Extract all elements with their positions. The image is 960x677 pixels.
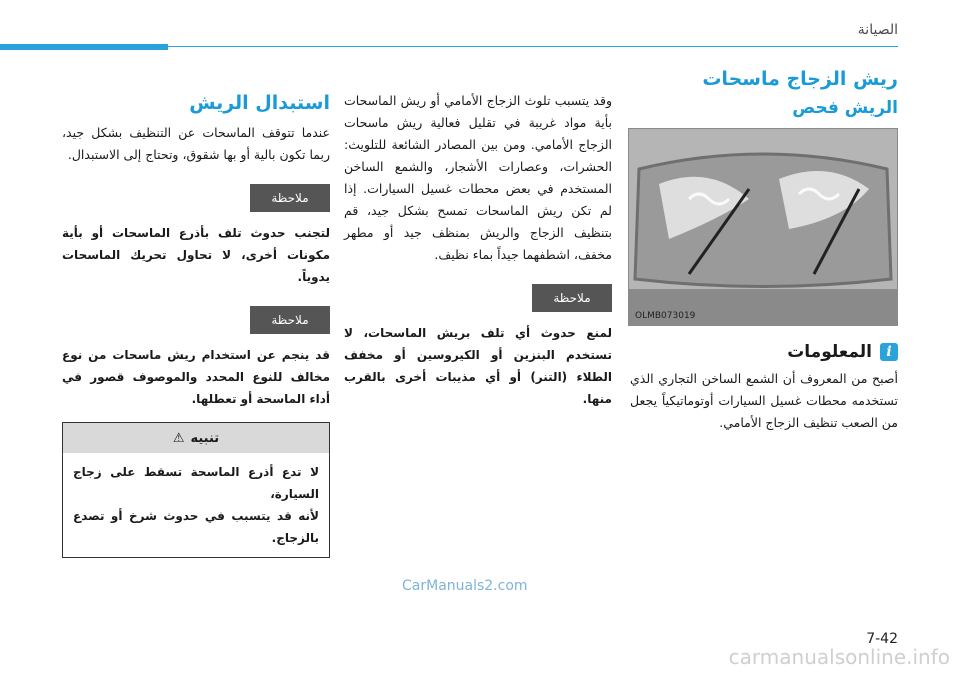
section-title-blade-replacement: استبدال الريش bbox=[189, 92, 330, 114]
header-divider bbox=[62, 46, 898, 47]
note-label: ملاحظة bbox=[250, 306, 330, 334]
warning-line: لا تدع أذرع الماسحة تسقط على زجاج السيارة، bbox=[73, 465, 319, 501]
info-title: المعلومات bbox=[787, 342, 872, 362]
chapter-title: الصيانة bbox=[857, 22, 898, 38]
footer-watermark: carmanualsonline.info bbox=[728, 645, 950, 669]
subsection-title-blade-inspection: الريش فحص bbox=[792, 98, 898, 118]
warning-title: تنبيه bbox=[190, 430, 220, 446]
page-number: 7-42 bbox=[866, 631, 898, 647]
header-accent-bar bbox=[0, 44, 168, 50]
warning-body bbox=[63, 453, 329, 557]
warning-line: لأنه قد يتسبب في حدوث شرخ أو تصدع بالزجاج. bbox=[73, 509, 319, 545]
watermark: CarManuals2.com bbox=[402, 578, 528, 594]
middle-column bbox=[344, 90, 612, 420]
note-text: قد ينجم عن استخدام ريش ماسحات من نوع مخالف للنوع المحدد والموصوف قصور في أداء الماسحة أو تعطلها. bbox=[62, 348, 330, 406]
info-text: أصبح من المعروف أن الشمع الساخن التجاري الذي تستخدمه محطات غسيل السيارات أوتوماتيكياً يجعل من الصعب تنظيف الزجاج الأمامي. bbox=[630, 371, 898, 430]
note-text: لتجنب حدوث تلف بأذرع الماسحات أو بأية مكونات أخرى، لا تحاول تحريك الماسحات يدوياً. bbox=[62, 226, 330, 284]
note-label: ملاحظة bbox=[250, 184, 330, 212]
section-title-wiper-blades: ريش الزجاج ماسحات bbox=[702, 68, 898, 90]
warning-box bbox=[62, 422, 330, 558]
wiper-illustration bbox=[629, 129, 897, 325]
photo-code: OLMB073019 bbox=[635, 311, 696, 321]
note-text: لمنع حدوث أي تلف بريش الماسحات، لا تستخدم البنزين أو الكيروسين أو مخفف الطلاء (التنر) أو أي مذيبات أخرى بالقرب منها. bbox=[344, 326, 612, 406]
info-icon: i bbox=[880, 343, 898, 361]
left-column bbox=[62, 86, 330, 558]
right-column bbox=[630, 62, 898, 444]
info-header bbox=[630, 342, 898, 362]
warning-header bbox=[63, 423, 329, 453]
note-label: ملاحظة bbox=[532, 284, 612, 312]
replacement-paragraph: عندما تتوقف الماسحات عن التنظيف بشكل جيد، ربما تكون بالية أو بها شقوق، وتحتاج إلى الاستبدال. bbox=[62, 125, 330, 162]
warning-triangle-icon: ⚠ bbox=[172, 430, 185, 446]
windshield-wiper-photo bbox=[628, 128, 898, 326]
contamination-paragraph: وقد يتسبب تلوث الزجاج الأمامي أو ريش الماسحات بأية مواد غريبة في تقليل فعالية ريش ماسحات الزجاج الأمامي. ومن بين المصادر الشائعة للتلويث: الحشرات، وعصارات الأشجار، والشمع الساخن المستخدم في بعض محطات غسيل السيارات. إذا لم تكن ريش الماسحات تمسح بشكل جيد، قم بتنظيف الزجاج والريش بمنظف جيد أو مطهر مخفف، اشطفهما جيداً بماء نظيف. bbox=[344, 93, 612, 262]
